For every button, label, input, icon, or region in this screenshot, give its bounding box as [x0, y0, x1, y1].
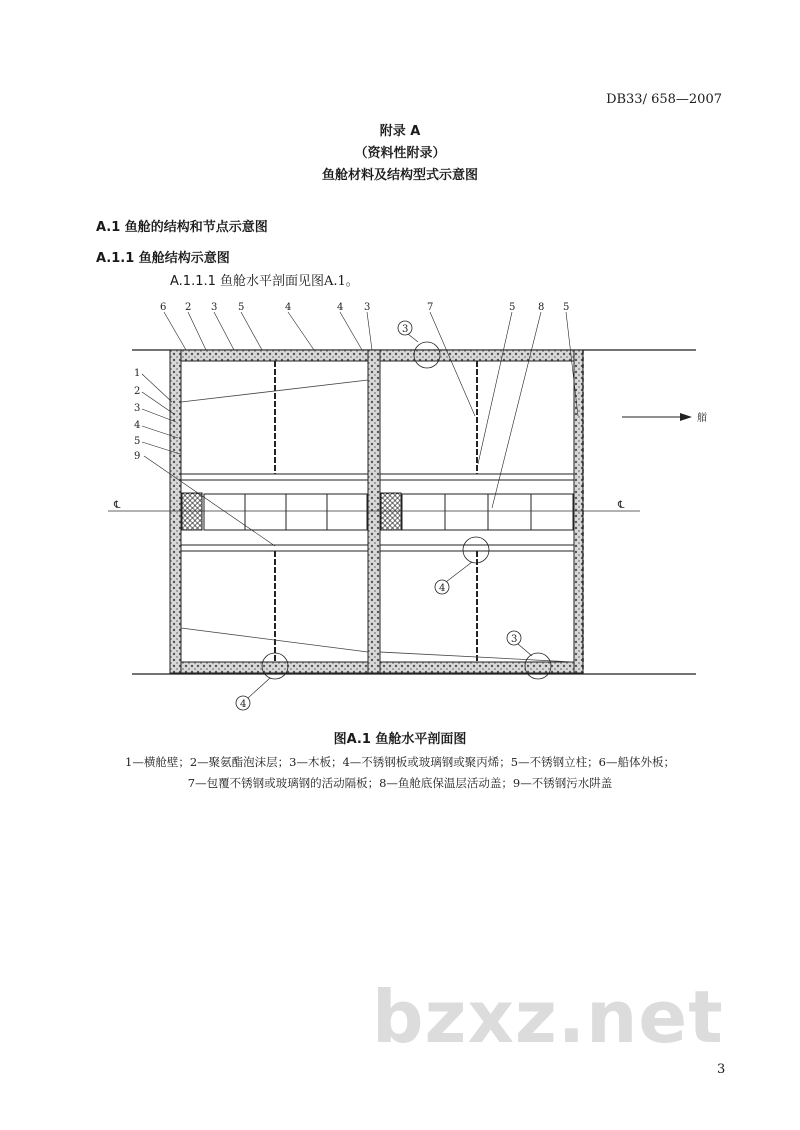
- callout-top-2: 2: [185, 302, 192, 313]
- bilge-well-cover-right: [381, 493, 401, 530]
- bulkhead-center: [368, 350, 380, 673]
- callout-left-2: 2: [134, 386, 141, 397]
- wall-right: [574, 350, 583, 673]
- callout-circle-4: 4: [240, 699, 247, 710]
- page-number: 3: [717, 1062, 726, 1077]
- annex-title: 附录 A: [379, 124, 421, 139]
- callout-top-8: 7: [427, 302, 434, 313]
- callout-top-5: 4: [285, 302, 292, 313]
- callout-left-1: 1: [134, 368, 141, 379]
- legend-line-2: 7—包覆不锈钢或玻璃钢的活动隔板；8—鱼舱底保温层活动盖；9—不锈钢污水阱盖: [187, 776, 613, 790]
- callout-top-4: 5: [238, 302, 245, 313]
- callout-left-4: 4: [134, 420, 141, 431]
- callout-top-1: 6: [160, 302, 167, 313]
- callout-top-6: 4: [337, 302, 344, 313]
- wall-left: [170, 350, 181, 673]
- callout-left-5: 5: [134, 436, 141, 447]
- channel-bottom-right: [380, 545, 574, 551]
- callout-circle-2: 4: [439, 583, 446, 594]
- section-a1-heading: A.1 鱼舱的结构和节点示意图: [96, 220, 268, 235]
- channel-top-right: [380, 474, 574, 480]
- figure-caption: 图A.1 鱼舱水平剖面图: [333, 732, 467, 747]
- annex-title-block: [0, 121, 800, 187]
- clause-text: 鱼舱水平剖面见图A.1。: [220, 274, 359, 289]
- callout-circle-1: 3: [402, 324, 409, 335]
- callout-left-3: 3: [134, 403, 141, 414]
- centerline-symbol-left: ℄: [114, 500, 121, 511]
- figure-legend: [110, 752, 690, 794]
- callout-top-3: 3: [211, 302, 218, 313]
- section-a111-text: [170, 270, 359, 289]
- annex-heading: 鱼舱材料及结构型式示意图: [321, 168, 478, 183]
- legend-line-1: 1—横舱壁；2—聚氨酯泡沫层；3—木板；4—不锈钢板或玻璃钢或聚丙烯；5—不锈钢立柱；6—船体外板；: [125, 755, 675, 769]
- document-code: DB33/ 658—2007: [606, 92, 722, 107]
- annex-subtitle: （资料性附录）: [354, 146, 446, 161]
- channel-top-left: [181, 474, 368, 480]
- callout-top-10: 8: [538, 302, 545, 313]
- callout-top-9: 5: [509, 302, 516, 313]
- watermark: bzxz.net: [372, 975, 724, 1059]
- bilge-well-cover-left: [182, 493, 202, 530]
- fish-hold-section-drawing: [100, 298, 720, 718]
- section-a11-heading: A.1.1 鱼舱结构示意图: [96, 251, 230, 266]
- clause-number: A.1.1.1: [170, 274, 216, 289]
- bow-label: 艏: [697, 413, 707, 424]
- callout-circle-3: 3: [511, 634, 518, 645]
- callout-top-11: 5: [563, 302, 570, 313]
- callout-top-7: 3: [364, 302, 371, 313]
- callout-left-6: 9: [134, 451, 141, 462]
- centerline-symbol-right: ℄: [618, 500, 625, 511]
